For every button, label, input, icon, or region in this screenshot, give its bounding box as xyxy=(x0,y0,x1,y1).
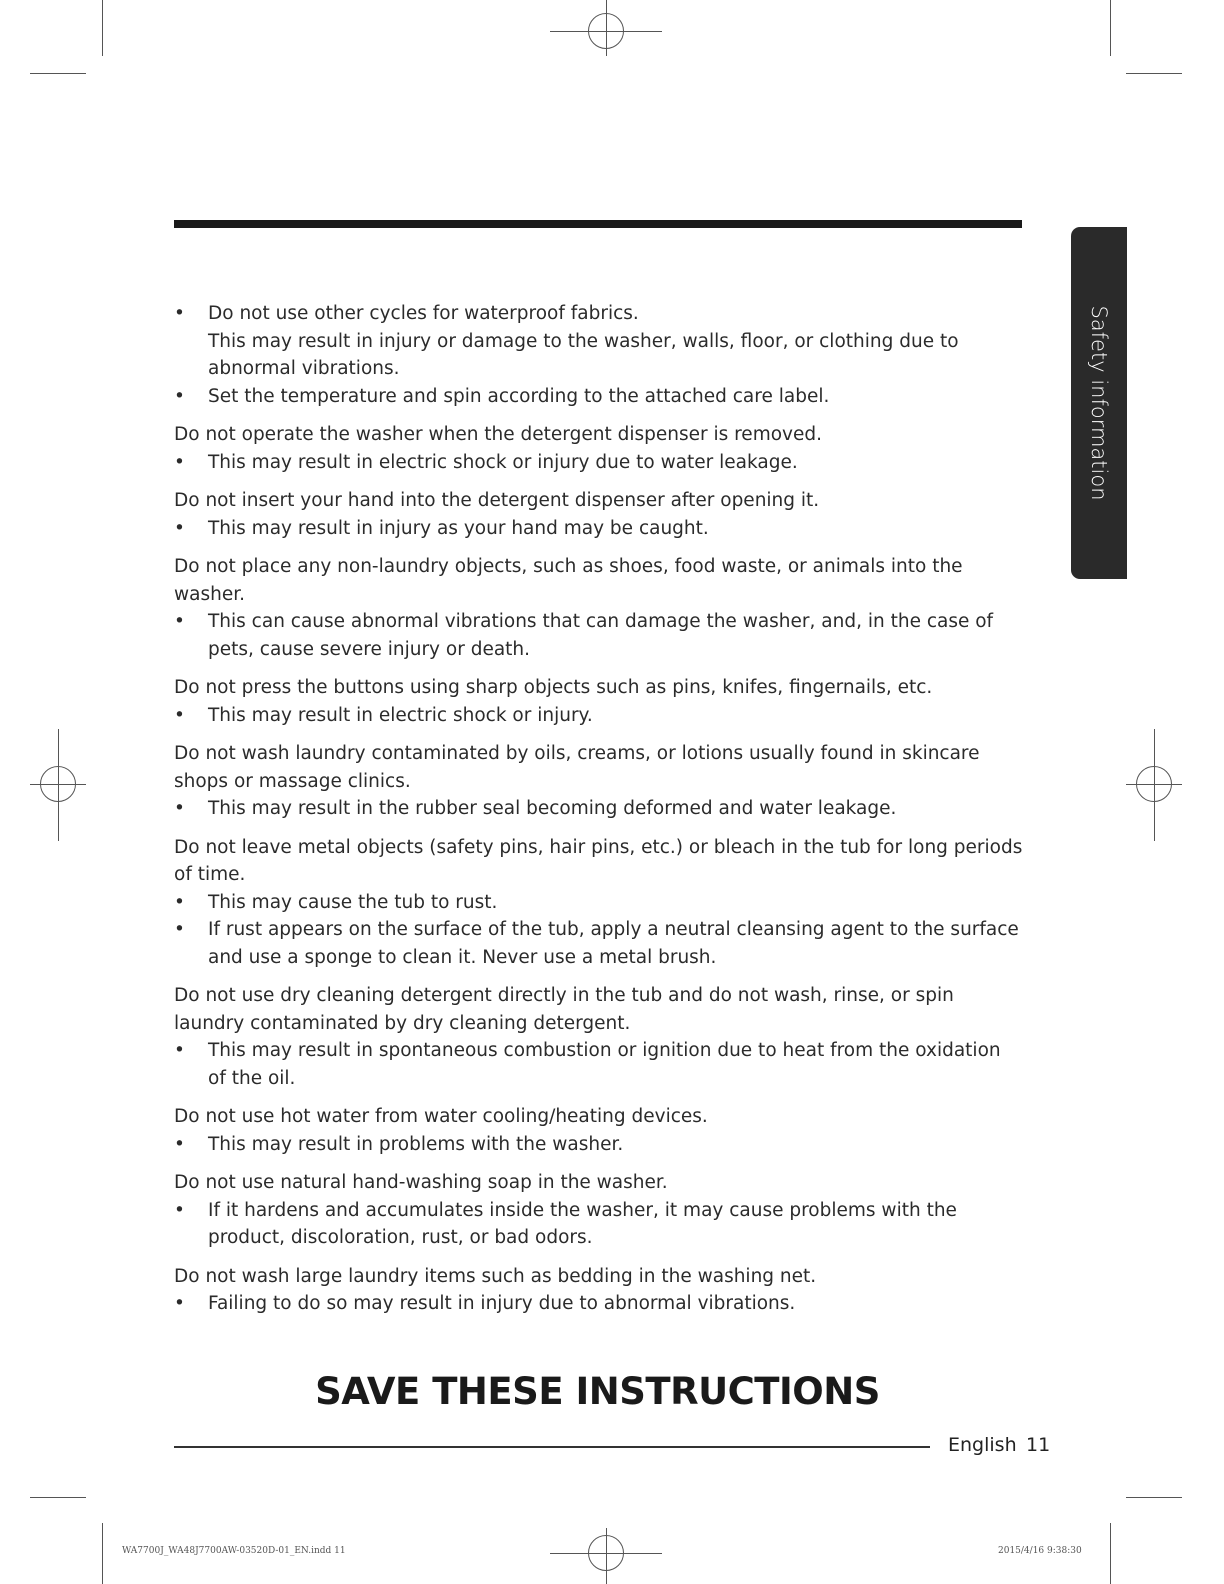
safety-item xyxy=(174,1169,1024,1252)
crop-mark xyxy=(1110,1523,1111,1584)
footer-language: English xyxy=(948,1434,1017,1456)
bullet-item: • This may cause the tub to rust. xyxy=(174,889,1024,917)
bullet-item: • This may result in electric shock or injury. xyxy=(174,702,1024,730)
bullet-text: Do not use other cycles for waterproof fabrics. xyxy=(208,303,639,324)
print-slug-file: WA7700J_WA48J7700AW-03520D-01_EN.indd 11 xyxy=(122,1546,346,1556)
item-heading: Do not leave metal objects (safety pins, hair pins, etc.) or bleach in the tub for long periods of time. xyxy=(174,836,1023,885)
header-rule xyxy=(174,220,1022,228)
registration-circle xyxy=(1136,766,1172,802)
item-heading: Do not operate the washer when the detergent dispenser is removed. xyxy=(174,424,822,445)
item-heading: Do not wash laundry contaminated by oils, creams, or lotions usually found in skincare shops or massage clinics. xyxy=(174,743,980,792)
bullet-item: • Failing to do so may result in injury due to abnormal vibrations. xyxy=(174,1290,1024,1318)
bullet-item: • This may result in problems with the washer. xyxy=(174,1131,1024,1159)
section-tab xyxy=(1071,227,1127,579)
safety-content xyxy=(174,300,1024,1318)
bullet-item: • This can cause abnormal vibrations that can damage the washer, and, in the case of pets, cause severe injury or death. xyxy=(174,608,1024,663)
section-tab-label: Safety information xyxy=(1087,305,1111,501)
print-slug-timestamp: 2015/4/16 9:38:30 xyxy=(998,1546,1082,1556)
item-heading: Do not wash large laundry items such as bedding in the washing net. xyxy=(174,1265,817,1287)
bullet-item xyxy=(174,300,1024,383)
safety-item xyxy=(174,982,1024,1092)
save-instructions-title: SAVE THESE INSTRUCTIONS xyxy=(315,1370,880,1413)
safety-item xyxy=(174,674,1024,729)
intro-block xyxy=(174,300,1024,410)
item-heading: Do not use hot water from water cooling/heating devices. xyxy=(174,1106,708,1127)
bullet-item: • This may result in injury as your hand may be caught. xyxy=(174,515,1024,543)
registration-circle xyxy=(588,13,624,49)
safety-item xyxy=(174,421,1024,476)
item-heading: Do not use natural hand-washing soap in the washer. xyxy=(174,1172,668,1193)
registration-circle xyxy=(40,766,76,802)
crop-mark xyxy=(1126,1497,1182,1498)
item-heading: Do not press the buttons using sharp objects such as pins, knifes, fingernails, etc. xyxy=(174,677,933,698)
bullet-item: • This may result in the rubber seal becoming deformed and water leakage. xyxy=(174,795,1024,823)
item-heading: Do not place any non-laundry objects, such as shoes, food waste, or animals into the washer. xyxy=(174,556,963,605)
bullet-item xyxy=(174,383,1024,411)
footer-rule xyxy=(174,1446,930,1448)
bullet-continuation: This may result in injury or damage to the washer, walls, floor, or clothing due to abnormal vibrations. xyxy=(208,330,959,379)
crop-mark xyxy=(1126,73,1182,74)
bullet-item: • This may result in electric shock or injury due to water leakage. xyxy=(174,449,1024,477)
bullet-item: • If it hardens and accumulates inside the washer, it may cause problems with the product, discoloration, rust, or bad odors. xyxy=(174,1197,1024,1252)
safety-item xyxy=(174,1263,1024,1318)
bullet-item: • This may result in spontaneous combustion or ignition due to heat from the oxidation of the oil. xyxy=(174,1037,1024,1092)
safety-item xyxy=(174,487,1024,542)
safety-item xyxy=(174,553,1024,663)
crop-mark xyxy=(1110,0,1111,56)
crop-mark xyxy=(30,1497,86,1498)
crop-mark xyxy=(102,1523,103,1584)
registration-circle xyxy=(588,1535,624,1571)
safety-item xyxy=(174,740,1024,823)
safety-item xyxy=(174,1103,1024,1158)
safety-item xyxy=(174,834,1024,972)
crop-mark xyxy=(102,0,103,56)
page-number: 11 xyxy=(1026,1434,1051,1456)
bullet-item: • If rust appears on the surface of the tub, apply a neutral cleansing agent to the surface and use a sponge to clean it. Never use a metal brush. xyxy=(174,916,1024,971)
item-heading: Do not use dry cleaning detergent directly in the tub and do not wash, rinse, or spin laundry contaminated by dry cleaning detergent. xyxy=(174,985,954,1034)
item-heading: Do not insert your hand into the detergent dispenser after opening it. xyxy=(174,490,820,511)
crop-mark xyxy=(30,73,86,74)
bullet-text: Set the temperature and spin according to the attached care label. xyxy=(208,385,830,407)
